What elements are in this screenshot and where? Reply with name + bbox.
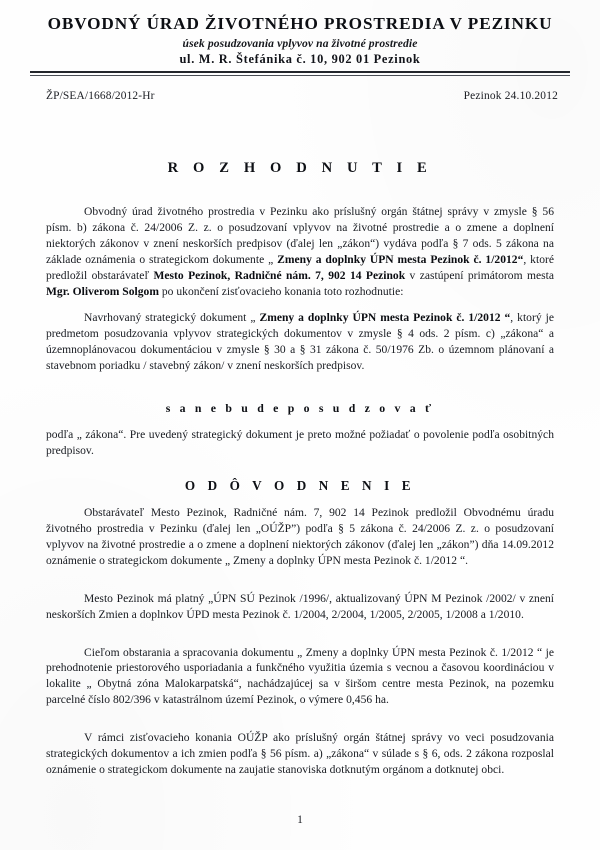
p1-segment-c: , ktoré predložil obstarávateľ [46, 253, 554, 282]
office-name: OBVODNÝ ÚRAD ŽIVOTNÉHO PROSTREDIA V PEZINKU [47, 14, 553, 33]
p2-document-name: Zmeny a doplnky ÚPN mesta Pezinok č. 1/2012 “ [259, 311, 511, 324]
page-number: 1 [297, 814, 303, 826]
reference-number: ŽP/SEA/1668/2012-Hr [46, 89, 155, 102]
spacer-before-verdict [46, 381, 554, 401]
paragraph-valid-plan: Mesto Pezinok má platný „ÚPN SÚ Pezinok /1996/, aktualizovaný ÚPN M Pezinok /2002/ v znení neskorších Zmien a doplnkov ÚPD mesta Pezinok č. 1/2004, 2/2004, 1/2005, 2/2005, 1/2008 a 1/2010. [46, 592, 554, 621]
department-name: úsek posudzovania vplyvov na životné prostredie [182, 36, 418, 50]
document-body [30, 205, 570, 780]
spacer-1 [46, 580, 554, 592]
p1-document-name: Zmeny a doplnky ÚPN mesta Pezinok č. 1/2012“ [277, 253, 524, 266]
paragraph-permission: podľa „ zákona“. Pre uvedený strategický dokument je preto možné požiadať o povolenie podľa osobitných predpisov. [46, 428, 554, 457]
spacer-after-reasoning-heading [46, 494, 554, 506]
place-and-date: Pezinok 24.10.2012 [463, 89, 558, 102]
office-address: ul. M. R. Štefánika č. 10, 902 01 Pezinok [179, 51, 421, 66]
p2-segment-c: , ktorý je predmetom posudzovania vplyvov strategických dokumentov v zmysle § 4 ods. 2 písm. c) „zákona“ a územnoplánovacou dokumentáciou v zmysle § 30 a § 31 zákona č. 50/1976 Zb. o územnom plánovaní a stavebnom poriadku / stavebný zákon/ v znení neskorších predpisov. [46, 311, 554, 372]
reasoning-heading: O D Ô V O D N E N I E [184, 477, 416, 493]
paragraph-submission: Obstarávateľ Mesto Pezinok, Radničné nám. 7, 902 14 Pezinok predložil Obvodnému úradu životného prostredia v Pezinku (ďalej len „OÚŽP”) podľa § 5 zákona č. 24/2006 Z. z. o posudzovaní vplyvov na životné prostredie a o zmene a doplnení niektorých zákonov (ďalej len „zákon”) dňa 14.09.2012 oznámenie o strategickom dokumente „ Zmeny a doplnky ÚPN mesta Pezinok č. 1/2012 “. [46, 506, 554, 567]
paragraph-decision [46, 205, 554, 301]
p1-segment-g: po ukončení zisťovacieho konania toto rozhodnutie: [158, 285, 404, 298]
spacer-after-verdict [46, 416, 554, 428]
reference-row [30, 90, 570, 102]
paragraph-objective: Cieľom obstarania a spracovania dokumentu „ Zmeny a doplnky ÚPN mesta Pezinok č. 1/2012 “ je prehodnotenie priestorového usporiadania a funkčného využitia územia s vecnou a časovou koordináciou v lokalite „ Obytná zóna Malokarpatská“, nachádzajúcej sa v širšom centre mesta Pezinok, na pozemku parcelné číslo 802/396 v katastrálnom území Pezinok, o výmere 0,456 ha. [46, 646, 554, 707]
spacer-2 [46, 634, 554, 646]
p2-segment-a: Navrhovaný strategický dokument „ [84, 311, 260, 324]
p1-segment-e: v zastúpení primátorom mesta [405, 269, 554, 282]
letterhead [30, 0, 570, 67]
p1-segment-a: Obvodný úrad životného prostredia v Pezinku ako príslušný orgán štátnej správy v zmysle § 56 písm. b) zákona č. 24/2006 Z. z. o posudzovaní vplyvov na životné prostredie a o zmene a doplnení niektorých zákonov v znení neskorších predpisov (ďalej len „zákon“) vydáva podľa § 7 ods. 5 zákona na základe oznámenia o strategickom dokumente „ [46, 205, 554, 266]
p1-mayor: Mgr. Oliverom Solgom [46, 285, 159, 298]
spacer-3 [46, 719, 554, 731]
spacer-before-reasoning [46, 466, 554, 478]
page-title: R O Z H O D N U T I E [167, 159, 433, 176]
paragraph-strategic-document [46, 311, 554, 375]
header-divider [30, 71, 570, 76]
paragraph-procedure: V rámci zisťovacieho konania OÚŽP ako príslušný orgán štátnej správy vo veci posudzovania strategických dokumentov a ich zmien podľa § 56 písm. a) „zákona“ v súlade s § 6, ods. 2 zákona rozposlal oznámenie o strategickom dokumente na zaujatie stanoviska dotknutým orgánom a dotknutej obci. [46, 732, 554, 777]
p1-proposer: Mesto Pezinok, Radničné nám. 7, 902 14 Pezinok [153, 269, 406, 282]
verdict-statement: s a n e b u d e p o s u d z o v a ť [165, 400, 435, 415]
